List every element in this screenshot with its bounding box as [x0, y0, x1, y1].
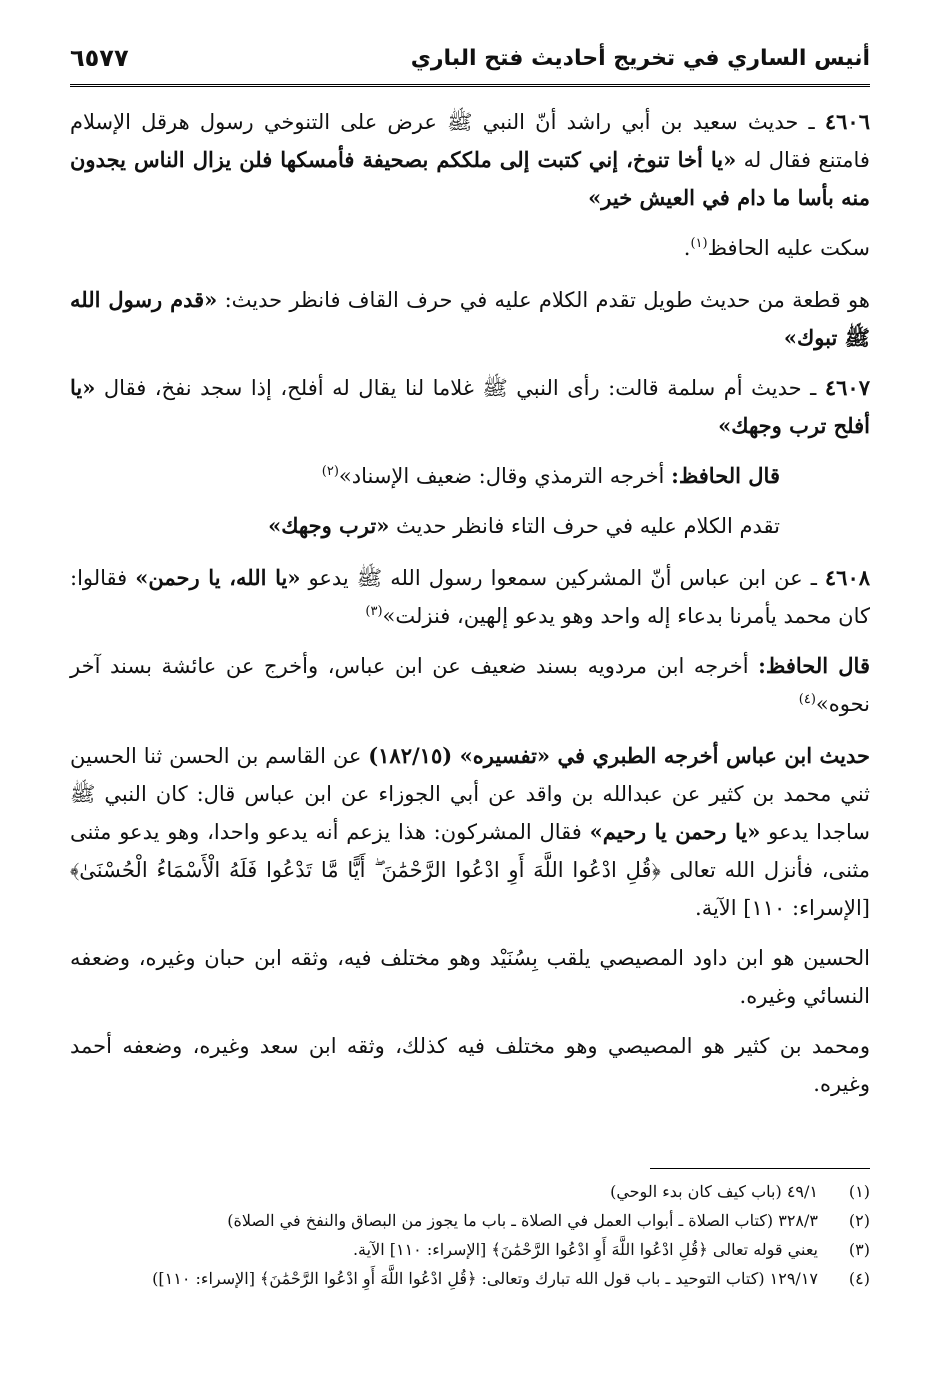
cross-reference-note	[70, 507, 870, 545]
hadith-text	[70, 559, 870, 635]
narration-text: فقال المشركون: هذا يزعم أنه يدعو واحدا، وهو يدعو مثنى مثنى، فأنزل الله تعالى	[70, 820, 870, 882]
takhrij-paragraph	[70, 737, 870, 927]
quran-verse: ﴿قُلِ ادْعُوا اللَّهَ أَوِ ادْعُوا الرَّحْمَٰنَ ۖ أَيًّا مَّا تَدْعُوا فَلَهُ الْأَسْمَاءُ الْحُسْنَىٰ﴾	[70, 858, 661, 882]
comment-text: سكت عليه الحافظ	[707, 236, 870, 260]
hadith-quote: «يا أخا تنوخ، إني كتبت إلى ملككم بصحيفة فأمسكها فلن يزال الناس يجدون منه بأسا ما دام في العيش خير»	[70, 147, 870, 210]
page-header	[70, 40, 870, 87]
hadith-quote: «يا الله، يا رحمن»	[135, 565, 301, 590]
hadith-entry-4606	[70, 103, 870, 267]
hadith-quote: «يا أفلح ترب وجهك»	[70, 375, 870, 438]
hafiz-text: أخرجه الترمذي وقال: ضعيف الإسناد»	[338, 464, 665, 488]
hafiz-text: أخرجه ابن مردويه بسند ضعيف عن ابن عباس، وأخرج عن عائشة بسند آخر نحوه»	[70, 654, 870, 716]
footnote-number: (٢)	[848, 1211, 870, 1230]
referenced-hadith: «ترب وجهك»	[268, 513, 390, 538]
hadith-text	[70, 103, 870, 217]
hafiz-label: قال الحافظ:	[758, 653, 870, 678]
hadith-entry-4607	[70, 369, 870, 545]
hadith-number: ٤٦٠٦	[824, 109, 870, 134]
dua-quote: «يا رحمن يا رحيم»	[589, 819, 761, 844]
hadith-number: ٤٦٠٨	[824, 565, 871, 590]
running-title: أنيس الساري في تخريج أحاديث فتح الباري	[410, 46, 870, 71]
page-number: ٦٥٧٧	[70, 44, 129, 72]
dash: ـ	[810, 566, 817, 590]
book-page	[70, 40, 870, 1360]
dash: ـ	[808, 110, 815, 134]
hadith-entry-4608	[70, 559, 870, 723]
hadith-continuation: فقالوا: كان محمد يأمرنا بدعاء إله واحد وهو يدعو إلهين، فنزلت»	[70, 566, 870, 628]
footnote-1	[70, 1177, 870, 1206]
narrator-note-husayn: الحسين هو ابن داود المصيصي يلقب بِسُنَيْد وهو مختلف فيه، وثقه ابن حبان وغيره، وضعفه النسائي وغيره.	[70, 946, 870, 1008]
footnotes	[70, 1168, 870, 1293]
referenced-hadith: «قدم رسول الله ﷺ تبوك»	[70, 287, 870, 350]
verse-citation: [الإسراء: ١١٠] الآية.	[695, 896, 870, 920]
paragraph-text: هو قطعة من حديث طويل تقدم الكلام عليه في حرف القاف فانظر حديث:	[224, 288, 870, 312]
footnote-text: يعني قوله تعالى ﴿قُلِ ادْعُوا اللَّهَ أَوِ ادْعُوا الرَّحْمَٰنَ﴾ [الإسراء: ١١٠] الآية.	[352, 1240, 818, 1259]
footnote-ref-2[interactable]: (٢)	[321, 464, 339, 479]
footnote-number: (٣)	[848, 1240, 870, 1259]
page-content	[70, 103, 870, 1103]
footnote-2	[70, 1206, 870, 1235]
footnote-ref-4[interactable]: (٤)	[798, 692, 816, 707]
footnote-text: ٤٩/١ (باب كيف كان بدء الوحي)	[610, 1182, 818, 1201]
footnote-ref-1[interactable]: (١)	[690, 236, 708, 251]
note-text: تقدم الكلام عليه في حرف التاء فانظر حديث	[396, 514, 780, 538]
dash: ـ	[810, 376, 817, 400]
footnote-number: (٤)	[848, 1269, 870, 1288]
takhrij-lead: حديث ابن عباس أخرجه الطبري في «تفسيره» (١٨٢/١٥)	[368, 743, 870, 768]
footnote-text: ١٢٩/١٧ (كتاب التوحيد ـ باب قول الله تبارك وتعالى: ﴿قُلِ ادْعُوا اللَّهَ أَوِ ادْعُوا الرَّحْمَٰنَ﴾ [الإسراء: ١١٠])	[152, 1269, 818, 1288]
footnote-rule	[650, 1168, 870, 1169]
hadith-plain-text: حديث سعيد بن أبي راشد أنّ النبي ﷺ عرض على التنوخي رسول هرقل الإسلام فامتنع فقال له	[70, 110, 870, 172]
footnote-ref-3[interactable]: (٣)	[365, 604, 383, 619]
hafiz-label: قال الحافظ:	[671, 463, 780, 488]
cross-reference-paragraph	[70, 281, 870, 357]
hafiz-comment	[70, 647, 870, 723]
footnote-number: (١)	[848, 1182, 870, 1201]
comment-end: .	[683, 236, 691, 260]
hadith-plain-text: عن ابن عباس أنّ المشركين سمعوا رسول الله ﷺ يدعو	[308, 566, 803, 590]
footnote-text: ٣٢٨/٣ (كتاب الصلاة ـ أبواب العمل في الصلاة ـ باب ما يجوز من البصاق والنفخ في الصلاة)	[227, 1211, 818, 1230]
hadith-number: ٤٦٠٧	[824, 375, 870, 400]
hadith-plain-text: حديث أم سلمة قالت: رأى النبي ﷺ غلاما لنا يقال له أفلح، إذا سجد نفخ، فقال	[103, 376, 802, 400]
hadith-text	[70, 369, 870, 445]
narrator-note-muhammad: ومحمد بن كثير هو المصيصي وهو مختلف فيه كذلك، وثقه ابن سعد وغيره، وضعفه أحمد وغيره.	[70, 1034, 870, 1096]
footnote-4	[70, 1264, 870, 1293]
footnote-3	[70, 1235, 870, 1264]
isnad-text: عن القاسم بن الحسن ثنا الحسين ثني محمد بن كثير عن عبدالله بن واقد عن أبي الجوزاء عن ابن عباس قال: كان النبي ﷺ ساجدا يدعو	[70, 744, 870, 844]
hadith-comment	[70, 229, 870, 267]
hafiz-comment	[70, 457, 870, 495]
